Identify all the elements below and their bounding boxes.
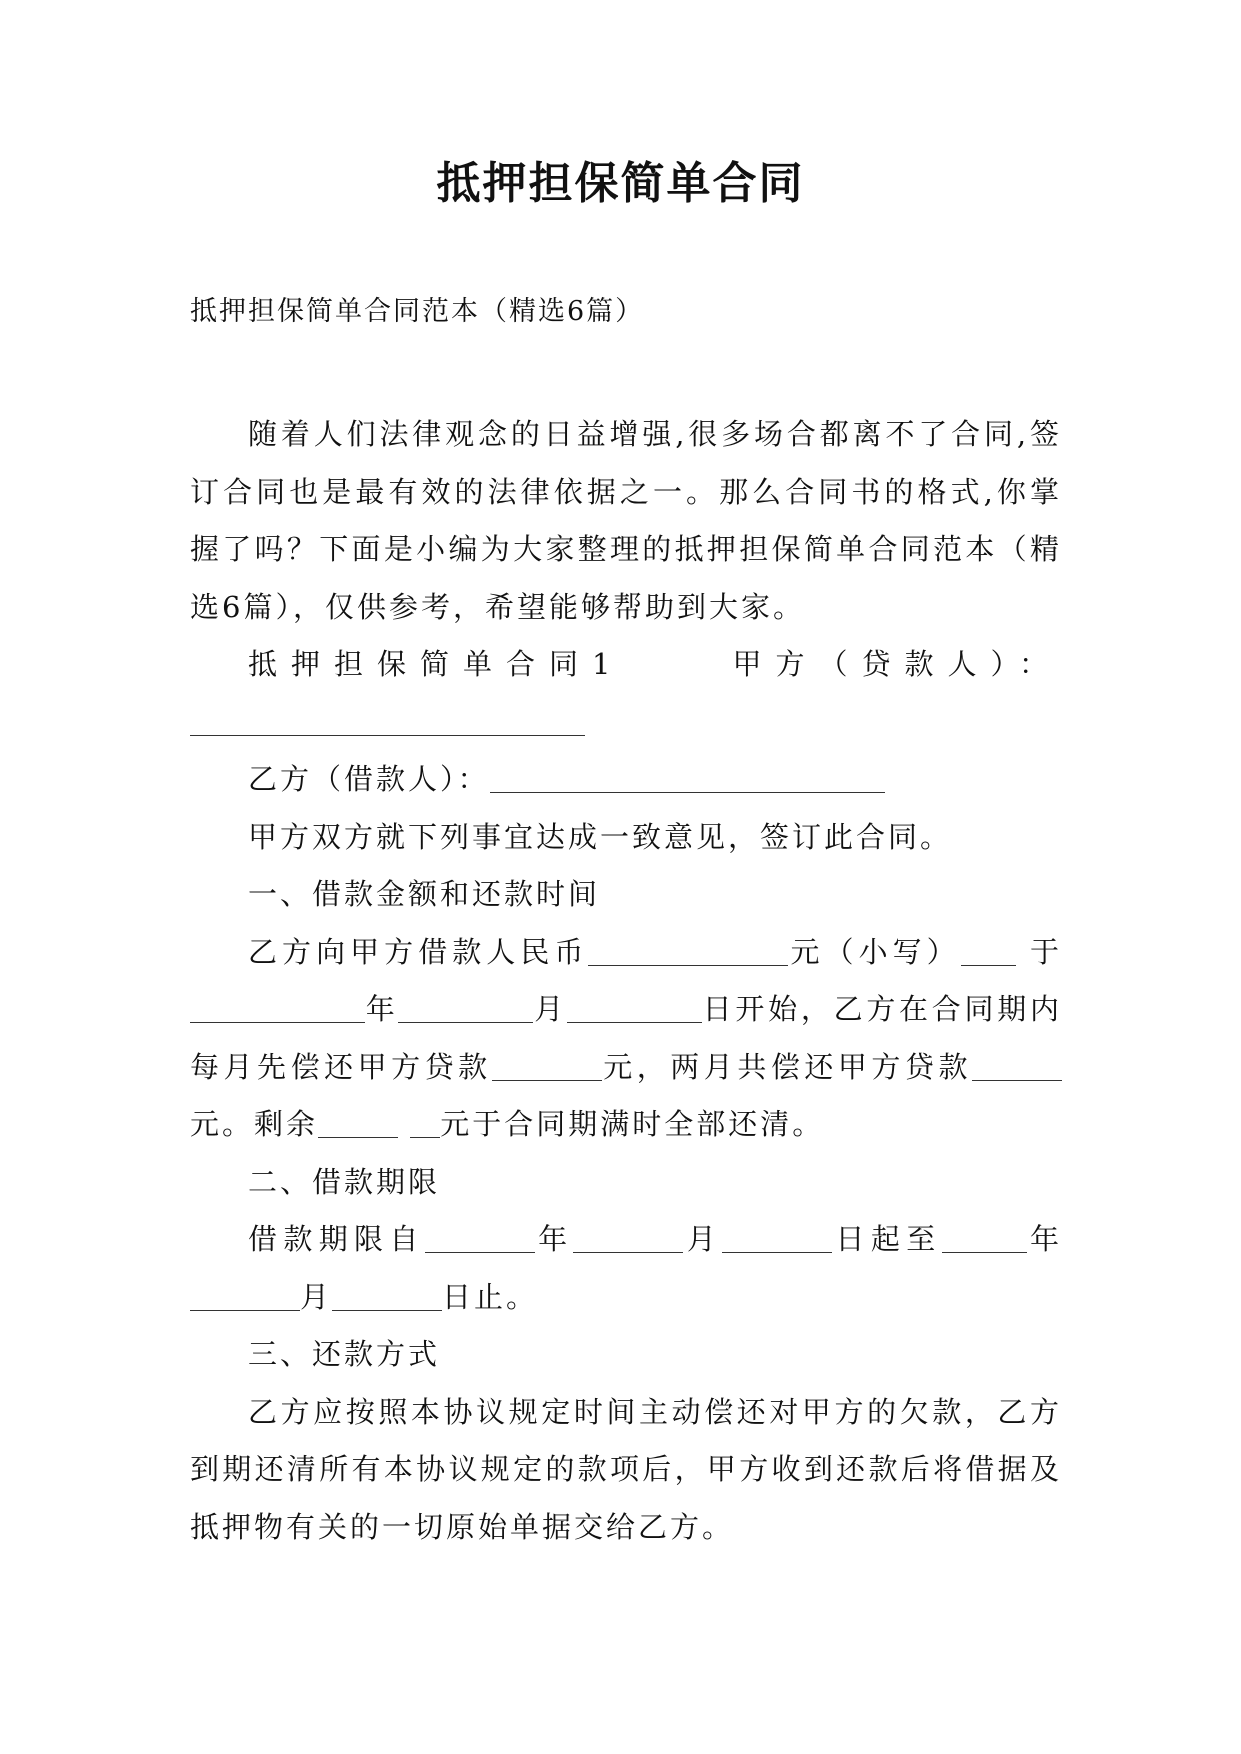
- contract-heading: 抵押担保简单合同1: [248, 647, 625, 681]
- blank-remaining: [318, 1105, 398, 1138]
- section2-text: 日起至: [832, 1222, 942, 1256]
- document-title: 抵押担保简单合同: [436, 158, 805, 209]
- blank-monthly-payment: [492, 1048, 602, 1081]
- blank-end-year: [942, 1220, 1027, 1253]
- blank-end-month: [190, 1278, 300, 1311]
- document-body: [190, 406, 1062, 1556]
- party-a-blank: [190, 703, 585, 736]
- party-a-label: 甲方（贷款人）：: [732, 647, 1062, 681]
- section1-text: 年: [365, 992, 399, 1026]
- contract-heading-line: [190, 636, 1062, 694]
- section2-text: 年: [534, 1222, 574, 1256]
- intro-paragraph: 随着人们法律观念的日益增强,很多场合都离不了合同,签订合同也是最有效的法律依据之一。那么合同书的格式,你掌握了吗？下面是小编为大家整理的抵押担保简单合同范本（精选6篇），仅供参考，希望能够帮助到大家。: [190, 417, 1062, 624]
- section2-text: 日止。: [442, 1279, 539, 1314]
- blank-two-month-payment: [972, 1048, 1062, 1081]
- section1-text: 元于合同期满时全部还清。: [440, 1107, 825, 1141]
- section1-text: 元（小写）: [788, 934, 961, 969]
- section1-text: 月: [533, 992, 567, 1026]
- blank-year: [190, 990, 365, 1023]
- section1-text: 元。剩余: [190, 1107, 319, 1141]
- section1-text: 日开始，乙方在合同期内每月先偿还甲方贷款: [190, 992, 1062, 1084]
- party-b-label: 乙方（借款人）：: [248, 762, 490, 796]
- section2-text: 年: [1026, 1222, 1062, 1256]
- section3-heading: 三、还款方式: [248, 1337, 441, 1371]
- section2-text: 月: [683, 1222, 723, 1256]
- section2-heading: 二、借款期限: [248, 1164, 441, 1199]
- party-b-blank: [490, 760, 885, 793]
- section1-paragraph: [190, 924, 1062, 1154]
- blank-month: [398, 990, 533, 1023]
- agreement-line: 甲方双方就下列事宜达成一致意见，签订此合同。: [248, 819, 953, 854]
- blank-amount: [588, 933, 788, 966]
- party-a-blank-line: [190, 694, 1062, 752]
- section3-paragraph: 乙方应按照本协议规定时间主动偿还对甲方的欠款，乙方到期还清所有本协议规定的款项后，甲方收到还款后将借据及抵押物有关的一切原始单据交给乙方。: [190, 1394, 1062, 1544]
- blank-day: [567, 990, 702, 1023]
- blank-start-month: [573, 1220, 683, 1253]
- blank-start-day: [722, 1220, 832, 1253]
- section1-text: 于: [1029, 934, 1062, 969]
- party-b-line: [190, 751, 1062, 809]
- blank-small-amount: [961, 933, 1016, 966]
- document-subtitle: 抵押担保简单合同范本（精选6篇）: [190, 296, 645, 327]
- section2-paragraph: [190, 1211, 1062, 1326]
- section2-text: 月: [300, 1279, 333, 1314]
- section1-text: 元，两月共偿还甲方贷款: [601, 1049, 972, 1084]
- section1-text: 乙方向甲方借款人民币: [248, 934, 589, 969]
- blank-start-year: [425, 1220, 535, 1253]
- blank-remaining-2: [410, 1105, 440, 1138]
- section1-heading: 一、借款金额和还款时间: [248, 877, 601, 911]
- blank-end-day: [332, 1278, 442, 1311]
- section2-text: 借款期限自: [248, 1222, 425, 1256]
